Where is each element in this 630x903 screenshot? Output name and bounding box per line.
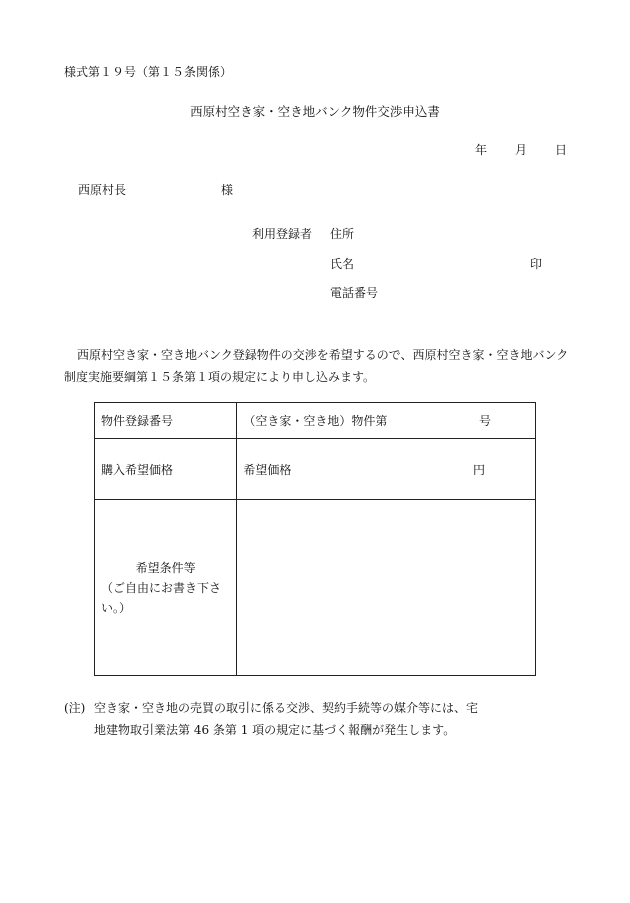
address-label: 住所 <box>330 227 355 241</box>
footnote-line-2: 地建物取引業法第 46 条第 1 項の規定に基づく報酬が発生します。 <box>94 723 456 737</box>
footnote-line-1: 空き家・空き地の売買の取引に係る交渉、契約手続等の媒介等には、宅 <box>94 701 479 715</box>
property-number-label: 物件登録番号 <box>95 403 237 439</box>
application-statement: 西原村空き家・空き地バンク登録物件の交渉を希望するので、西原村空き家・空き地バンク制度実施要綱第１５条第１項の規定により申し込みます。 <box>64 348 569 384</box>
desired-price-unit: 円 <box>472 462 485 477</box>
addressee-honorific: 様 <box>221 183 234 197</box>
application-table <box>94 402 536 676</box>
document-title: 西原村空き家・空き地バンク物件交渉申込書 <box>190 104 440 119</box>
phone-label: 電話番号 <box>330 286 379 300</box>
footnote-marker: (注) <box>64 701 86 715</box>
desired-price-prefix: 希望価格 <box>243 462 292 477</box>
table-row <box>95 500 536 676</box>
conditions-label-cell <box>95 500 237 676</box>
name-label: 氏名 <box>330 257 355 271</box>
property-number-field[interactable] <box>237 403 536 439</box>
date-year-label: 年 <box>475 143 488 157</box>
applicant-label: 利用登録者 <box>252 227 313 241</box>
desired-price-field[interactable] <box>237 439 536 500</box>
table-row <box>95 403 536 439</box>
property-number-prefix: （空き家・空き地）物件第 <box>243 414 388 428</box>
property-number-suffix: 号 <box>478 414 491 428</box>
footnote <box>64 697 534 741</box>
date-month-label: 月 <box>515 143 528 157</box>
addressee-name: 西原村長 <box>78 183 127 197</box>
conditions-label: 希望条件等 <box>135 560 196 575</box>
date-day-label: 日 <box>555 143 568 157</box>
form-number: 様式第１９号（第１５条関係） <box>64 65 233 79</box>
desired-price-label: 購入希望価格 <box>95 439 237 500</box>
conditions-note: （ご自由にお書き下さい。） <box>101 580 222 615</box>
conditions-field[interactable] <box>237 500 536 676</box>
table-row <box>95 439 536 500</box>
seal-label: 印 <box>530 257 543 271</box>
